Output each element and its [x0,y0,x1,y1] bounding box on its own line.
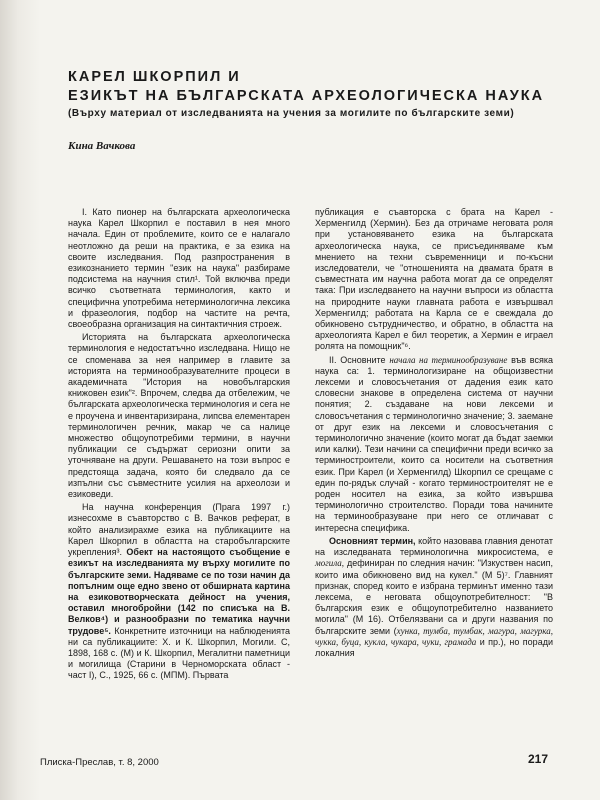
right-paragraph-3-italic-1: могила, [315,558,345,569]
left-paragraph-1: I. Като пионер на българската археологическа наука Карел Шкорпил е поставил в нея много начала. Един от проблемите, които се е налагало неотложно да реши на практика, е за езика на своите изследвания. Под разпространения в езикознанието термин "език на наука" разбираме подсистема на научния стил¹. Той включва преди всичко съответната терминология, както и специфична употребима нетерминологична лексика и фразеология, подбор на частите на речта, своеобразна организация на синтактичния строеж. [68,207,290,330]
right-paragraph-2 [315,355,553,534]
right-paragraph-3-bold: Основният термин, [329,535,416,546]
right-paragraph-1: публикация е съавторска с брата на Карел - Херменгилд (Хермин). Без да отричаме неговата роля при установяването езика на българската археологическа наука, се присъединяваме към мнението на техни съвременници и по-късни изследователи, че "отношенията на двамата братя в съвместната им научна работа могат да се определят така: При изследването на научни въпроси из областта на природните науки главната работа е извършвал Херменгилд; работата на Карла се е свеждала до обикновено сътрудничество, и обратно, в областта на археологията Карел е бил теоретик, а Хермин е играел ролята на помощник"⁶. [315,207,553,352]
right-paragraph-3-a: който назовава главния денотат на изследваната терминологична микросистема, е [315,535,553,558]
right-text-column [315,207,553,661]
left-paragraph-3-bold: Обект на настоящото съобщение е езикът на изследванията му върху могилите по българските земи. Надяваме се по този начин да попълним още едно звено от обширната картина на езиковотворческата дейност на учения, оставил многобройни (142 по списъка на В. Велков⁴) и разнообразни по тематика научни трудове⁵. [68,547,290,636]
left-paragraph-2: Историята на българската археологическа терминология е недостатъчно изследвана. Нищо не се споменава за нея например в главите за историята на терминообразувателните процеси в академичната "История на новобългарския книжовен език"². Впрочем, следва да отбележим, че българската археологическа терминология и сега не е проучена и инвентаризирана, липсва елементарен терминологичен речник, макар че са налице множество общоупотребими термини, в научни публикации се съдържат сериозни опити за уточняване на други. Решаването на този въпрос е предстояща задача, която би следвало да се изпълни със съвместните усилия на археолози и езиковеди. [68,332,290,500]
left-paragraph-3 [68,502,290,681]
left-text-column [68,207,290,684]
left-paragraph-3-start: На научна конференция (Прага 1997 г.) изнесохме в съавторство с В. Вачков реферат, в който анализирахме езика на публикациите на Карел Шкорпил в областта на старобългарските укрепления³. [68,502,290,558]
right-paragraph-3-italic-2: хунка, тумба, тумбак, магура, магурка, чукка, буца, кукла, чукара, чуки, грамада [315,625,553,647]
right-paragraph-2-start: II. Основните [329,354,386,365]
right-paragraph-3 [315,536,553,659]
author-name: Кина Вачкова [68,140,136,152]
left-paragraph-3-rest: Конкретните източници на наблюденията ни са публикациите: Х. и К. Шкорпил, Могили. С, 1898, 168 с. (М) и К. Шкорпил, Мегалитни паметници и могилища (Старини в Черноморската област - част I), С., 1925, 66 с. (МПМ). Първата [68,625,290,681]
right-paragraph-3-c: и пр.), но поради локалния [315,636,553,658]
title-line-2: ЕЗИКЪТ НА БЪЛГАРСКАТА АРХЕОЛОГИЧЕСКА НАУКА [68,88,545,104]
page-number: 217 [528,752,549,766]
article-subtitle: (Върху материал от изследванията на учения за могилите по българските земи) [68,108,515,119]
right-paragraph-2-rest: във всяка наука са: 1. терминологизиране на общоизвестни лексеми и словосъчетания от дадения език като словесни знакове в определена система от научни понятия; 2. създаване на нови лексеми и словосъчетания с терминологично значение; 3. заемане от друг език на лексеми и словосъчетания с терминологично значение (които могат да бъдат заемки или калки). Тези начини са специфични преди всичко за терминостроители, които са носители на съответния език. При Карел (и Херменгилд) Шкорпил се срещаме с един по-рядък случай - когато терминостроителят не е роден носител на езика, за който извършва терминологично строителство. Поради това начините на терминообразуване при него се отличават с интересна специфика. [315,354,553,533]
title-line-1: КАРЕЛ ШКОРПИЛ И [68,69,241,85]
article-title [68,68,588,106]
right-paragraph-3-b: дефиниран по следния начин: "Изкуствен насип, които има обикновено вид на кукел." (М 5)⁷. Главният признак, според които е избрана терминът именно тази лексема, е неговата общоупотребителност: "В българския език е общоупотребително названието могила" (М 16). Отбелязвани са и други названия по българските земи ( [315,558,553,636]
journal-reference: Плиска-Преслав, т. 8, 2000 [40,757,159,768]
right-paragraph-2-italic: начала на терминообразуване [389,354,508,365]
